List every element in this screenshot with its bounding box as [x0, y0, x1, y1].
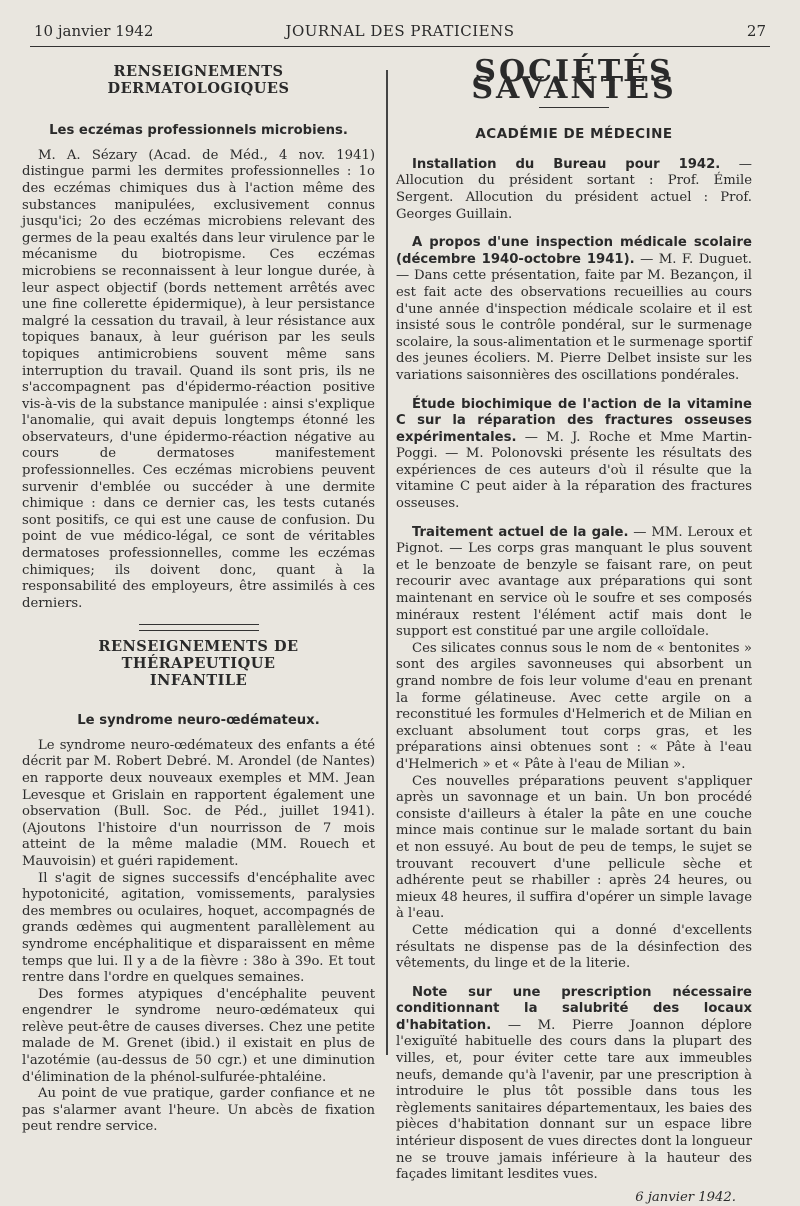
report-paragraph: [396, 157, 752, 223]
section-title-dermatologie: RENSEIGNEMENTS DERMATOLOGIQUES: [107, 63, 290, 97]
societes-savantes-title: SOCIÉTÉS SAVANTES: [471, 54, 677, 106]
page-number: 27: [746, 22, 766, 40]
report-lead: Installation du Bureau pour 1942.: [412, 156, 721, 172]
column-divider: [386, 70, 388, 1055]
report-lead: Étude biochimique de l'action de la vitamine C sur la réparation des fractures osseuses expérimentales.: [396, 396, 752, 445]
report-text: — MM. Leroux et Pignot. — Les corps gras manquant le plus souvent et le benzoate de benzyle se faisant rare, on peut recourir avec avantage aux préparations qui sont maintenant en service où le soufre et ses composés minéraux restent l'élément actif mais dont le support est constitué par une argile colloïdale.: [396, 524, 753, 640]
report-paragraph: Cette médication qui a donné d'excellents résultats ne dispense pas de la désinfection des vêtements, du linge et de la literie.: [396, 922, 752, 972]
report-paragraph: [396, 525, 752, 641]
report-text: — Allocution du président sortant : Prof. Émile Sergent. Allocution du président actuel : Prof. Georges Guillain.: [396, 156, 752, 222]
report-paragraph: [396, 397, 752, 513]
left-column: [22, 64, 375, 1136]
academie-title: ACADÉMIE DE MÉDECINE: [475, 126, 673, 143]
right-column: [396, 54, 753, 1206]
report-text: — M. F. Duguet. — Dans cette présentation, faite par M. Bezançon, il est fait acte des observations recueillies au cours d'une année d'inspection médicale scolaire et il est insisté sous le contrôle pondéral, sur le surmenage scolaire, la sous-alimentation et le surmenage sportif des jeunes écoliers. M. Pierre Delbet insiste sur les variations saisonnières des oscillations pondérales.: [396, 251, 753, 383]
report-paragraph: Ces nouvelles préparations peuvent s'appliquer après un savonnage et un bain. Un bon procédé consiste d'ailleurs à étaler la pâte en une couche mince mais continue sur le malade sortant du bain et non essuyé. Au bout de peu de temps, le sujet se trouvant recouvert d'une pellicule sèche et adhérente peut se rhabiller : après 24 heures, ou mieux 48 heures, il suffira d'opérer un simple lavage à l'eau.: [396, 773, 752, 922]
article-title-eczemas: Les eczémas professionnels microbiens.: [49, 123, 348, 139]
report-text: — M. J. Roche et Mme Martin-Poggi. — M. Polonovski présente les résultats des expériences de ces auteurs d'où il résulte que la vitamine C peut aider à la réparation des fractures osseuses.: [396, 429, 752, 512]
article-paragraph: Au point de vue pratique, garder confiance et ne pas s'alarmer avant l'heure. Un abcès de fixation peut rendre service.: [22, 1086, 375, 1135]
running-header: [30, 20, 770, 47]
header-date: 10 janvier 1942: [34, 22, 154, 40]
report-paragraph: [396, 235, 752, 384]
report-paragraph: [396, 985, 752, 1184]
report-text: — M. Pierre Joannon déplore l'exiguïté habituelle des cours dans la plupart des villes, et, pour éviter cette tare aux immeubles neufs, demande qu'à l'avenir, par une prescription à introduire le plus tôt possible dans tous les règlements sanitaires départementaux, les baies des pièces d'habitation donnant sur un espace libre intérieur disposent de vues directes dont la longueur ne se trouve jamais inférieure à la hauteur des façades limitant lesdites vues.: [396, 1017, 752, 1183]
journal-title: JOURNAL DES PRATICIENS: [285, 22, 515, 40]
article-paragraph: Il s'agit de signes successifs d'encéphalite avec hypotonicité, agitation, vomissements, paralysies des membres ou oculaires, hoquet, accompagnés de grands œdèmes qui augmentent parallèlement au syndrome encéphalitique et disparaissent en même temps que lui. Il y a de la fièvre : 38o à 39o. Et tout rentre dans l'ordre en quelques semaines.: [22, 870, 375, 986]
report-lead: Traitement actuel de la gale.: [412, 524, 629, 540]
section-title-therapeutique: [22, 639, 375, 689]
report-date: 6 janvier 1942.: [635, 1189, 736, 1205]
article-title-syndrome: Le syndrome neuro-œdémateux.: [77, 713, 320, 729]
report-lead: Note sur une prescription nécessaire conditionnant la salubrité des locaux d'habitation.: [396, 984, 752, 1033]
section-title-line2: INFANTILE: [149, 671, 248, 689]
double-rule: [139, 624, 259, 631]
article-paragraph: Des formes atypiques d'encéphalite peuvent engendrer le syndrome neuro-œdémateux qui relève peut-être de causes diverses. Chez une petite malade de M. Grenet (ibid.) il existait en plus de l'azotémie (au-dessus de 50 cgr.) et une diminution d'élimination de la phénol-sulfurée-phtaléine.: [22, 986, 375, 1085]
report-paragraph: Ces silicates connus sous le nom de « bentonites » sont des argiles savonneuses qui absorbent un grand nombre de fois leur volume d'eau en prenant la forme gélatineuse. Avec cette argile on a reconstitué les formules d'Helmerich et de Milian en excluant absolument tout corps gras, et les préparations ainsi obtenues sont : « Pâte à l'eau d'Helmerich » et « Pâte à l'eau de Milian ».: [396, 640, 752, 772]
section-title-line1: RENSEIGNEMENTS DE THÉRAPEUTIQUE: [98, 638, 299, 672]
report-lead: A propos d'une inspection médicale scolaire (décembre 1940-octobre 1941).: [396, 235, 752, 267]
article-paragraph: Le syndrome neuro-œdémateux des enfants a été décrit par M. Robert Debré. M. Arondel (de Nantes) en rapporte deux nouveaux exemples et MM. Jean Levesque et Grislain en rapportent également une observation (Bull. Soc. de Péd., juillet 1941). (Ajoutons l'histoire d'un nourrisson de 7 mois atteint de la même maladie (MM. Rouech et Mauvoisin) et guéri rapidement.: [22, 737, 375, 869]
article-paragraph: M. A. Sézary (Acad. de Méd., 4 nov. 1941) distingue parmi les dermites professionnelles : 1o des eczémas chimiques dus à l'action même des substances manipulées, exclusivement connus jusqu'ici; 2o des eczémas microbiens relevant des germes de la peau exaltés dans leur virulence par le mécanisme du biotropisme. Ces eczémas microbiens se reconnaissent à leur longue durée, à leur aspect objectif (bords nettement arrêtés avec une fine collerette épidermique), à leur persistance malgré la cessation du travail, à leur résistance aux topiques banaux, à leur guérison par les seuls topiques antimicrobiens souvent même sans interruption du travail. Quand ils sont pris, ils ne s'accompagnent pas d'épidermo-réaction positive vis-à-vis de la substance manipulée : ainsi s'explique l'anomalie, qui avait depuis longtemps étonné les observateurs, d'une épidermo-réaction négative au cours de dermatoses manifestement professionnelles. Ces eczémas microbiens peuvent survenir d'emblée ou succéder à une dermite chimique : dans ce dernier cas, les tests cutanés sont positifs, ce qui est une cause de confusion. Du point de vue médico-légal, ce sont de véritables dermatoses professionnelles, comme les eczémas chimiques; ils doivent donc, quant à la responsabilité des employeurs, être assimilés à ces derniers.: [22, 147, 375, 611]
